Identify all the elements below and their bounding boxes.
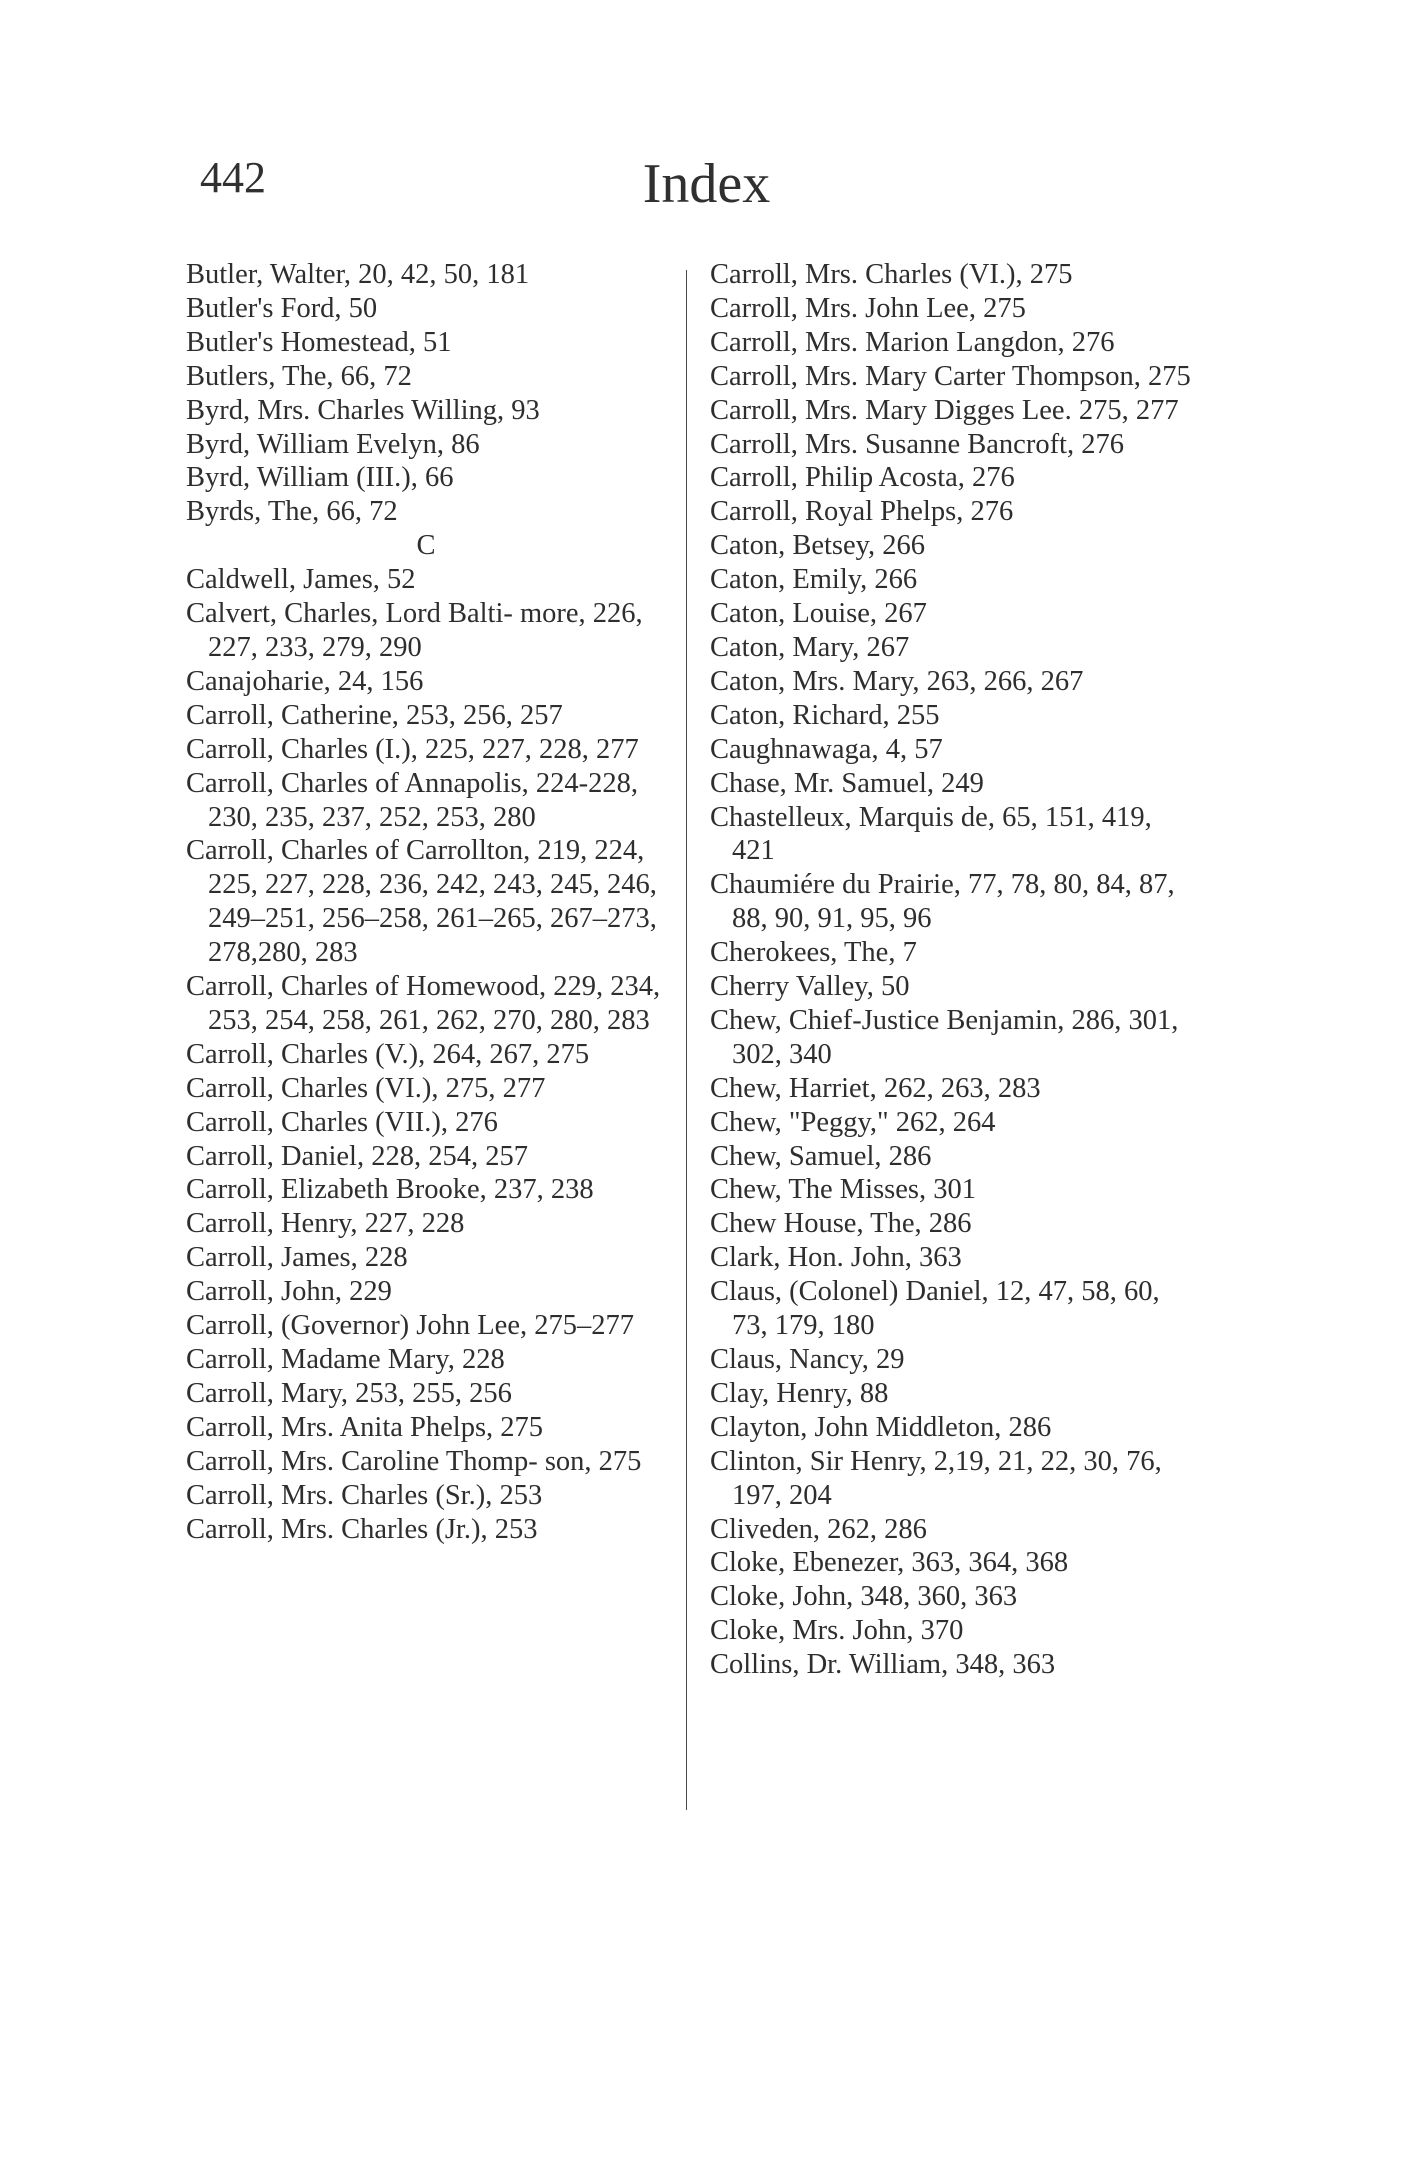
index-entry: Carroll, (Governor) John Lee, 275–277 — [186, 1310, 634, 1342]
index-entry: Carroll, Charles (V.), 264, 267, 275 — [186, 1038, 590, 1070]
index-entry: Carroll, Mrs. Anita Phelps, 275 — [186, 1411, 544, 1443]
index-entry: Clayton, John Middleton, 286 — [710, 1411, 1052, 1443]
index-entry: Carroll, Mrs. Charles (VI.), 275 — [710, 259, 1073, 290]
column-divider — [686, 270, 687, 1810]
index-entry: Carroll, John, 229 — [186, 1276, 392, 1308]
index-entry: Byrd, William (III.), 66 — [186, 462, 454, 494]
index-entry: Chaumiére du Prairie, 77, 78, 80, 84, 87, 88, 90, 91, 95, 96 — [710, 869, 1175, 935]
index-entry: Butler, Walter, 20, 42, 50, 181 — [186, 259, 530, 290]
index-entry: Chew, The Misses, 301 — [710, 1174, 976, 1206]
index-entry: Carroll, Mrs. Mary Carter Thompson, 275 — [710, 360, 1191, 392]
index-entry: Carroll, Royal Phelps, 276 — [710, 496, 1014, 528]
index-entry: Carroll, Madame Mary, 228 — [186, 1344, 505, 1375]
index-entry: Caton, Louise, 267 — [710, 598, 927, 630]
index-entry: Chastelleux, Marquis de, 65, 151, 419, 421 — [710, 801, 1152, 867]
index-entry: Byrd, William Evelyn, 86 — [186, 428, 480, 460]
index-entry: Carroll, James, 228 — [186, 1242, 408, 1274]
index-entry: Chew, Chief-Justice Benjamin, 286, 301, 302, 340 — [710, 1004, 1179, 1070]
index-entry: Cherokees, The, 7 — [710, 937, 917, 969]
index-entry: Carroll, Charles of Annapolis, 224-228, 230, 235, 237, 252, 253, 280 — [186, 767, 638, 833]
index-entry: Caton, Mary, 267 — [710, 631, 910, 663]
index-entry: Clark, Hon. John, 363 — [710, 1242, 962, 1274]
index-entry: Calvert, Charles, Lord Balti- more, 226, 227, 233, 279, 290 — [186, 598, 643, 663]
index-entry: Carroll, Charles of Homewood, 229, 234, 253, 254, 258, 261, 262, 270, 280, 283 — [186, 971, 661, 1036]
index-entry: Byrds, The, 66, 72 — [186, 496, 398, 528]
index-entry: Chew House, The, 286 — [710, 1208, 972, 1240]
index-entry: Cloke, Mrs. John, 370 — [710, 1615, 964, 1647]
index-entry: Clay, Henry, 88 — [710, 1377, 889, 1409]
index-entry: Carroll, Daniel, 228, 254, 257 — [186, 1140, 528, 1172]
index-entry: Carroll, Mrs. John Lee, 275 — [710, 292, 1026, 324]
index-entry: Canajoharie, 24, 156 — [186, 665, 424, 697]
index-entry: Carroll, Charles (VII.), 276 — [186, 1106, 498, 1138]
index-entry: Byrd, Mrs. Charles Willing, 93 — [186, 394, 540, 426]
index-entry: Carroll, Mrs. Susanne Bancroft, 276 — [710, 428, 1124, 460]
index-entry: Caton, Mrs. Mary, 263, 266, 267 — [710, 665, 1084, 697]
index-column-right — [710, 258, 1200, 1682]
page-number: 442 — [200, 153, 266, 202]
index-entry: Carroll, Mrs. Charles (Sr.), 253 — [186, 1479, 543, 1511]
index-entry: Claus, Nancy, 29 — [710, 1344, 905, 1375]
index-entry: Caton, Richard, 255 — [710, 699, 940, 731]
index-entry: Carroll, Mary, 253, 255, 256 — [186, 1377, 512, 1409]
index-entry: Carroll, Charles (VI.), 275, 277 — [186, 1072, 546, 1104]
index-column-left — [186, 258, 666, 1546]
index-entry: Carroll, Mrs. Mary Digges Lee. 275, 277 — [710, 394, 1179, 426]
index-entry: Butlers, The, 66, 72 — [186, 360, 412, 392]
index-entry: Cloke, Ebenezer, 363, 364, 368 — [710, 1547, 1069, 1579]
index-entry: Carroll, Elizabeth Brooke, 237, 238 — [186, 1174, 594, 1206]
index-entry: Carroll, Mrs. Caroline Thomp- son, 275 — [186, 1445, 642, 1477]
index-entry: Carroll, Mrs. Marion Langdon, 276 — [710, 326, 1115, 358]
index-entry: Cloke, John, 348, 360, 363 — [710, 1581, 1018, 1613]
index-entry: Butler's Homestead, 51 — [186, 326, 452, 358]
index-entry: Carroll, Charles (I.), 225, 227, 228, 277 — [186, 733, 639, 765]
index-entry: Collins, Dr. William, 348, 363 — [710, 1649, 1056, 1681]
index-entry: Chew, Samuel, 286 — [710, 1140, 932, 1172]
index-entry: Carroll, Charles of Carrollton, 219, 224, 225, 227, 228, 236, 242, 243, 245, 246, 249–251, 256–258, 261–265, 267–273, 278,280, 283 — [186, 835, 657, 969]
index-entry: Chew, "Peggy," 262, 264 — [710, 1106, 996, 1138]
index-entry: Cherry Valley, 50 — [710, 971, 910, 1003]
index-entry: Carroll, Catherine, 253, 256, 257 — [186, 699, 563, 731]
index-entry: Caldwell, James, 52 — [186, 564, 416, 596]
page-title: Index — [642, 153, 771, 215]
index-entry: Claus, (Colonel) Daniel, 12, 47, 58, 60, 73, 179, 180 — [710, 1276, 1160, 1342]
index-entry: Cliveden, 262, 286 — [710, 1513, 927, 1545]
index-entry: Carroll, Henry, 227, 228 — [186, 1208, 465, 1240]
index-entry: Caton, Betsey, 266 — [710, 530, 926, 562]
index-entry: Butler's Ford, 50 — [186, 292, 378, 324]
section-letter: C — [416, 530, 436, 562]
index-entry: Clinton, Sir Henry, 2,19, 21, 22, 30, 76, 197, 204 — [710, 1445, 1162, 1511]
index-entry: Caughnawaga, 4, 57 — [710, 733, 943, 765]
index-entry: Carroll, Mrs. Charles (Jr.), 253 — [186, 1513, 538, 1545]
index-entry: Chase, Mr. Samuel, 249 — [710, 767, 984, 799]
index-entry: Caton, Emily, 266 — [710, 564, 918, 596]
index-entry: Chew, Harriet, 262, 263, 283 — [710, 1072, 1041, 1104]
index-entry: Carroll, Philip Acosta, 276 — [710, 462, 1015, 494]
